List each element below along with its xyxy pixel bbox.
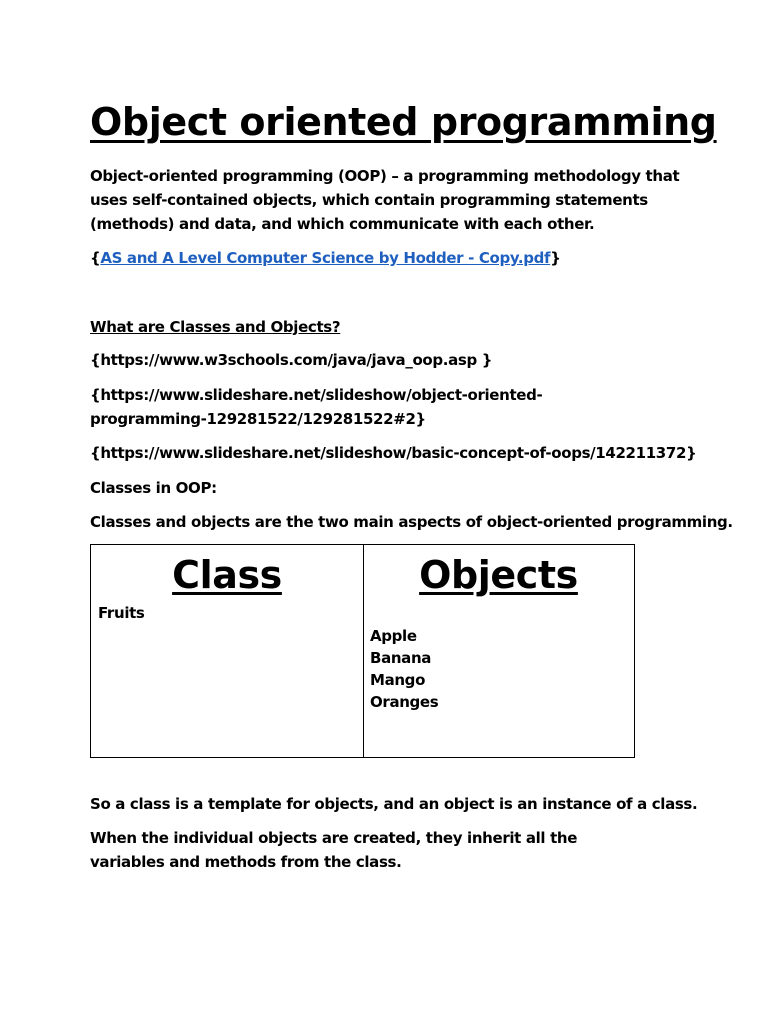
- intro-paragraph: Object-oriented programming (OOP) – a programming methodology that uses self-contained objects, which contain programming statements (methods) and data, and which communicate with each other.: [90, 167, 680, 233]
- classes-description: Classes and objects are the two main aspects of object-oriented programming.: [90, 513, 733, 531]
- reference-link[interactable]: AS and A Level Computer Science by Hodder - Copy.pdf: [100, 249, 551, 267]
- objects-header: Objects: [419, 553, 578, 597]
- class-header: Class: [172, 553, 282, 597]
- link-slideshare-oop: {https://www.slideshare.net/slideshow/object-oriented-programming-129281522/129281522#2}: [90, 386, 543, 428]
- page-title: Object oriented programming: [90, 100, 717, 144]
- class-column: [91, 545, 364, 757]
- class-item: Fruits: [98, 604, 145, 622]
- link-w3schools: {https://www.w3schools.com/java/java_oop.asp }: [90, 351, 493, 369]
- object-item-mango: Mango: [370, 671, 426, 689]
- object-item-apple: Apple: [370, 627, 417, 645]
- reference-open-brace: {: [90, 249, 101, 267]
- class-objects-table: [90, 544, 635, 758]
- reference-line: [90, 246, 690, 270]
- classes-label: Classes in OOP:: [90, 479, 217, 497]
- objects-list: [370, 625, 438, 713]
- section-heading: What are Classes and Objects?: [90, 318, 341, 336]
- inheritance-paragraph: When the individual objects are created, they inherit all the variables and methods from the class.: [90, 829, 578, 871]
- object-item-banana: Banana: [370, 649, 432, 667]
- link-slideshare-concepts: {https://www.slideshare.net/slideshow/basic-concept-of-oops/142211372}: [90, 444, 697, 462]
- object-item-oranges: Oranges: [370, 693, 439, 711]
- objects-column: [363, 545, 634, 757]
- summary-paragraph: So a class is a template for objects, and an object is an instance of a class.: [90, 795, 698, 813]
- reference-close-brace: }: [550, 249, 561, 267]
